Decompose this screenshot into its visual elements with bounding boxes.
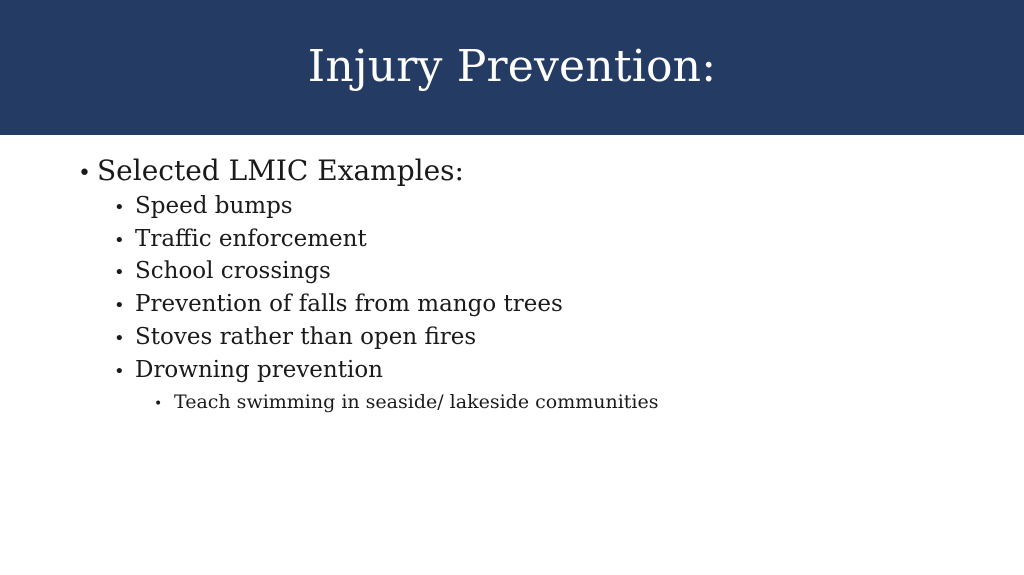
bullet-icon: •: [114, 328, 125, 349]
slide-title: Injury Prevention:: [307, 40, 717, 92]
bullet-text: Speed bumps: [135, 193, 293, 219]
bullet-item-drowning-prevention: [114, 357, 383, 383]
title-bar: [0, 0, 1024, 135]
bullet-icon: •: [78, 161, 91, 186]
bullet-icon: •: [114, 361, 125, 382]
bullet-icon: •: [114, 262, 125, 283]
bullet-text: School crossings: [135, 258, 331, 284]
bullet-text: Teach swimming in seaside/ lakeside communities: [174, 391, 659, 413]
bullet-text: Selected LMIC Examples:: [97, 154, 464, 187]
bullet-item-mango-trees: [114, 291, 563, 317]
bullet-text: Prevention of falls from mango trees: [135, 291, 563, 317]
bullet-item-speed-bumps: [114, 193, 293, 219]
bullet-text: Traffic enforcement: [135, 226, 367, 252]
bullet-icon: •: [114, 230, 125, 251]
bullet-icon: •: [154, 396, 163, 412]
bullet-item-teach-swimming: [154, 391, 658, 413]
bullet-text: Drowning prevention: [135, 357, 383, 383]
bullet-item-traffic-enforcement: [114, 226, 367, 252]
bullet-text: Stoves rather than open fires: [135, 324, 477, 350]
bullet-item-stoves: [114, 324, 476, 350]
bullet-icon: •: [114, 197, 125, 218]
bullet-item-main: [78, 154, 464, 187]
bullet-item-school-crossings: [114, 258, 331, 284]
bullet-icon: •: [114, 295, 125, 316]
